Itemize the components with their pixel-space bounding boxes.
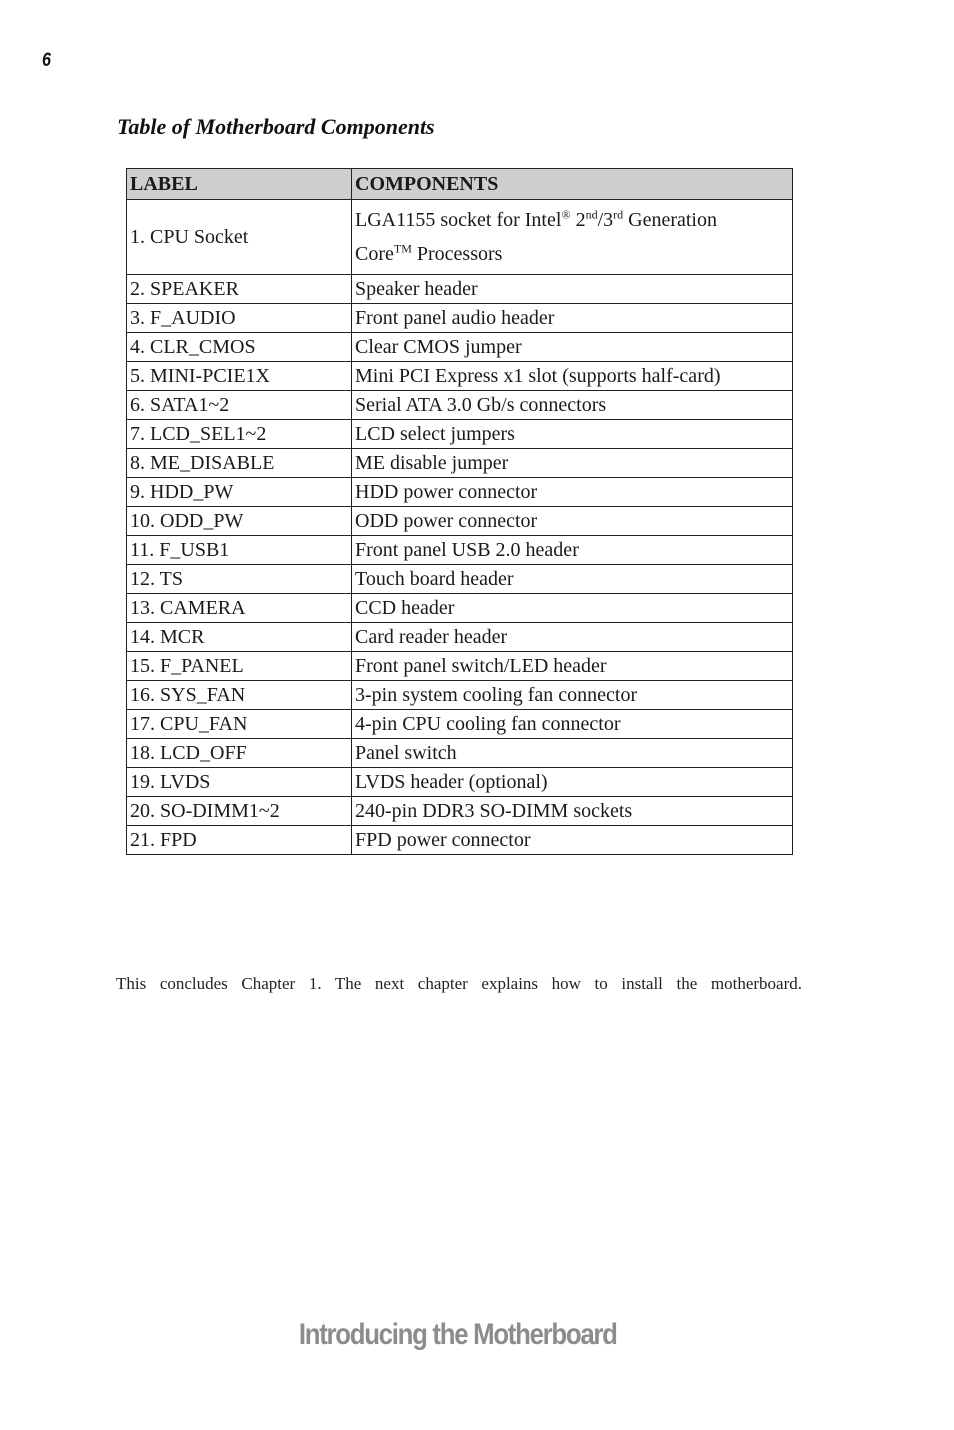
row-component: Card reader header: [352, 623, 793, 652]
row-component: 3-pin system cooling fan connector: [352, 681, 793, 710]
header-components: COMPONENTS: [352, 169, 793, 200]
row-label: 17. CPU_FAN: [127, 710, 352, 739]
section-title: Table of Motherboard Components: [117, 114, 435, 139]
row-label: 13. CAMERA: [127, 594, 352, 623]
component-text: Processors: [411, 243, 503, 265]
row-component: 4-pin CPU cooling fan connector: [352, 710, 793, 739]
table-row: [127, 623, 793, 652]
table-row: [127, 797, 793, 826]
table-row: [127, 304, 793, 333]
row-component: FPD power connector: [352, 826, 793, 855]
components-table: [126, 168, 793, 855]
row-component: Speaker header: [352, 275, 793, 304]
footer-title-text: Introducing the Motherboard: [299, 1318, 617, 1351]
row-component: Touch board header: [352, 565, 793, 594]
table-row: [127, 826, 793, 855]
row-label: 14. MCR: [127, 623, 352, 652]
table-row: [127, 478, 793, 507]
table-row: [127, 420, 793, 449]
row-label: 1. CPU Socket: [127, 200, 352, 275]
row-label: 6. SATA1~2: [127, 391, 352, 420]
row-label: 21. FPD: [127, 826, 352, 855]
row-label: 15. F_PANEL: [127, 652, 352, 681]
row-component: Mini PCI Express x1 slot (supports half-card): [352, 362, 793, 391]
row-label: 16. SYS_FAN: [127, 681, 352, 710]
table-row: [127, 362, 793, 391]
row-label: 19. LVDS: [127, 768, 352, 797]
table-row: [127, 536, 793, 565]
row-component: Clear CMOS jumper: [352, 333, 793, 362]
table-row: [127, 391, 793, 420]
row-component: ODD power connector: [352, 507, 793, 536]
row-component: Front panel USB 2.0 header: [352, 536, 793, 565]
table-row: [127, 681, 793, 710]
table-row: [127, 739, 793, 768]
row-component: LCD select jumpers: [352, 420, 793, 449]
component-text: 2: [570, 209, 586, 231]
header-label: LABEL: [127, 169, 352, 200]
page-number: 6: [42, 50, 51, 71]
table-row: [127, 768, 793, 797]
row-label: 11. F_USB1: [127, 536, 352, 565]
row-component: CCD header: [352, 594, 793, 623]
table-row: [127, 652, 793, 681]
row-label: 10. ODD_PW: [127, 507, 352, 536]
trademark-mark: TM: [393, 241, 412, 256]
footer-title: [0, 1318, 916, 1352]
row-label: 12. TS: [127, 565, 352, 594]
superscript-nd: nd: [585, 207, 598, 222]
table-header-row: [127, 169, 793, 200]
row-label: 18. LCD_OFF: [127, 739, 352, 768]
component-text: /3: [597, 209, 614, 231]
superscript-rd: rd: [613, 207, 624, 222]
row-label: 7. LCD_SEL1~2: [127, 420, 352, 449]
row-label: 9. HDD_PW: [127, 478, 352, 507]
table-row: [127, 710, 793, 739]
registered-mark: ®: [561, 207, 571, 222]
table-row: [127, 565, 793, 594]
table-row: [127, 594, 793, 623]
row-label: 2. SPEAKER: [127, 275, 352, 304]
row-component: LVDS header (optional): [352, 768, 793, 797]
row-label: 3. F_AUDIO: [127, 304, 352, 333]
row-component: [352, 200, 793, 275]
table-row: [127, 507, 793, 536]
table-row: [127, 275, 793, 304]
component-text: Generation: [623, 209, 717, 231]
row-component: Front panel audio header: [352, 304, 793, 333]
row-component: 240-pin DDR3 SO-DIMM sockets: [352, 797, 793, 826]
row-component: ME disable jumper: [352, 449, 793, 478]
row-label: 20. SO-DIMM1~2: [127, 797, 352, 826]
row-label: 5. MINI-PCIE1X: [127, 362, 352, 391]
row-label: 8. ME_DISABLE: [127, 449, 352, 478]
row-label: 4. CLR_CMOS: [127, 333, 352, 362]
row-component: HDD power connector: [352, 478, 793, 507]
component-text: LGA1155 socket for Intel: [355, 209, 562, 231]
row-component: Serial ATA 3.0 Gb/s connectors: [352, 391, 793, 420]
table-row: [127, 449, 793, 478]
component-text: Core: [355, 243, 394, 265]
row-component: Panel switch: [352, 739, 793, 768]
conclusion-paragraph: This concludes Chapter 1. The next chapter explains how to install the motherboard.: [116, 974, 802, 993]
table-row: [127, 333, 793, 362]
table-row: [127, 200, 793, 275]
row-component: Front panel switch/LED header: [352, 652, 793, 681]
